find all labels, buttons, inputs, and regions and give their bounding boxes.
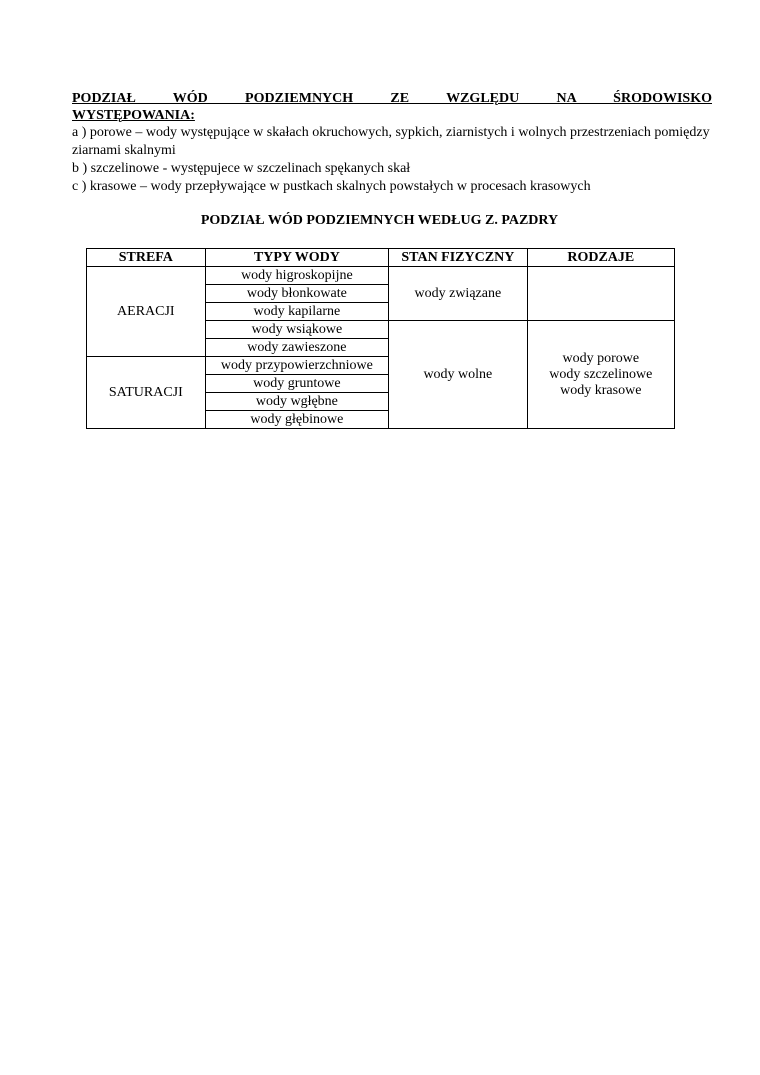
header-strefa: STREFA xyxy=(87,249,206,267)
rodzaje-cell xyxy=(527,321,674,429)
section-heading xyxy=(72,90,712,124)
typ-cell: wody przypowierzchniowe xyxy=(205,357,388,375)
rodzaj-krasowe: wody krasowe xyxy=(560,382,642,398)
rodzaj-szczelinowe: wody szczelinowe xyxy=(549,366,653,382)
rodzaje-empty-cell xyxy=(527,267,674,321)
environment-section xyxy=(72,90,712,196)
heading-line-1: PODZIAŁ WÓD PODZIEMNYCH ZE WZGLĘDU NA ŚRODOWISKO xyxy=(72,91,712,106)
typ-cell: wody higroskopijne xyxy=(205,267,388,285)
typ-cell: wody kapilarne xyxy=(205,303,388,321)
stan-wolne: wody wolne xyxy=(389,321,527,429)
strefa-saturacji: SATURACJI xyxy=(87,357,206,429)
stan-zwiazane: wody związane xyxy=(389,267,527,321)
typ-cell: wody błonkowate xyxy=(205,285,388,303)
pazdra-table xyxy=(86,248,675,429)
strefa-aeracji: AERACJI xyxy=(87,267,206,357)
table-header-row xyxy=(87,249,675,267)
header-rodzaje: RODZAJE xyxy=(527,249,674,267)
typ-cell: wody wsiąkowe xyxy=(205,321,388,339)
rodzaj-porowe: wody porowe xyxy=(562,350,640,366)
header-stan-fizyczny: STAN FIZYCZNY xyxy=(389,249,527,267)
heading-line-2: WYSTĘPOWANIA: xyxy=(72,108,195,123)
pazdra-title: PODZIAŁ WÓD PODZIEMNYCH WEDŁUG Z. PAZDRY xyxy=(200,213,559,228)
item-porowe: a ) porowe – wody występujące w skałach okruchowych, sypkich, ziarnistych i wolnych przestrzeniach pomiędzy ziarnami skalnymi xyxy=(72,125,710,158)
typ-cell: wody zawieszone xyxy=(205,339,388,357)
typ-cell: wody wgłębne xyxy=(205,393,388,411)
header-typy-wody: TYPY WODY xyxy=(205,249,388,267)
item-krasowe: c ) krasowe – wody przepływające w pustkach skalnych powstałych w procesach krasowych xyxy=(72,179,591,194)
item-szczelinowe: b ) szczelinowe - występujece w szczelinach spękanych skał xyxy=(72,161,411,176)
table-row xyxy=(87,267,675,285)
typ-cell: wody głębinowe xyxy=(205,411,388,429)
typ-cell: wody gruntowe xyxy=(205,375,388,393)
